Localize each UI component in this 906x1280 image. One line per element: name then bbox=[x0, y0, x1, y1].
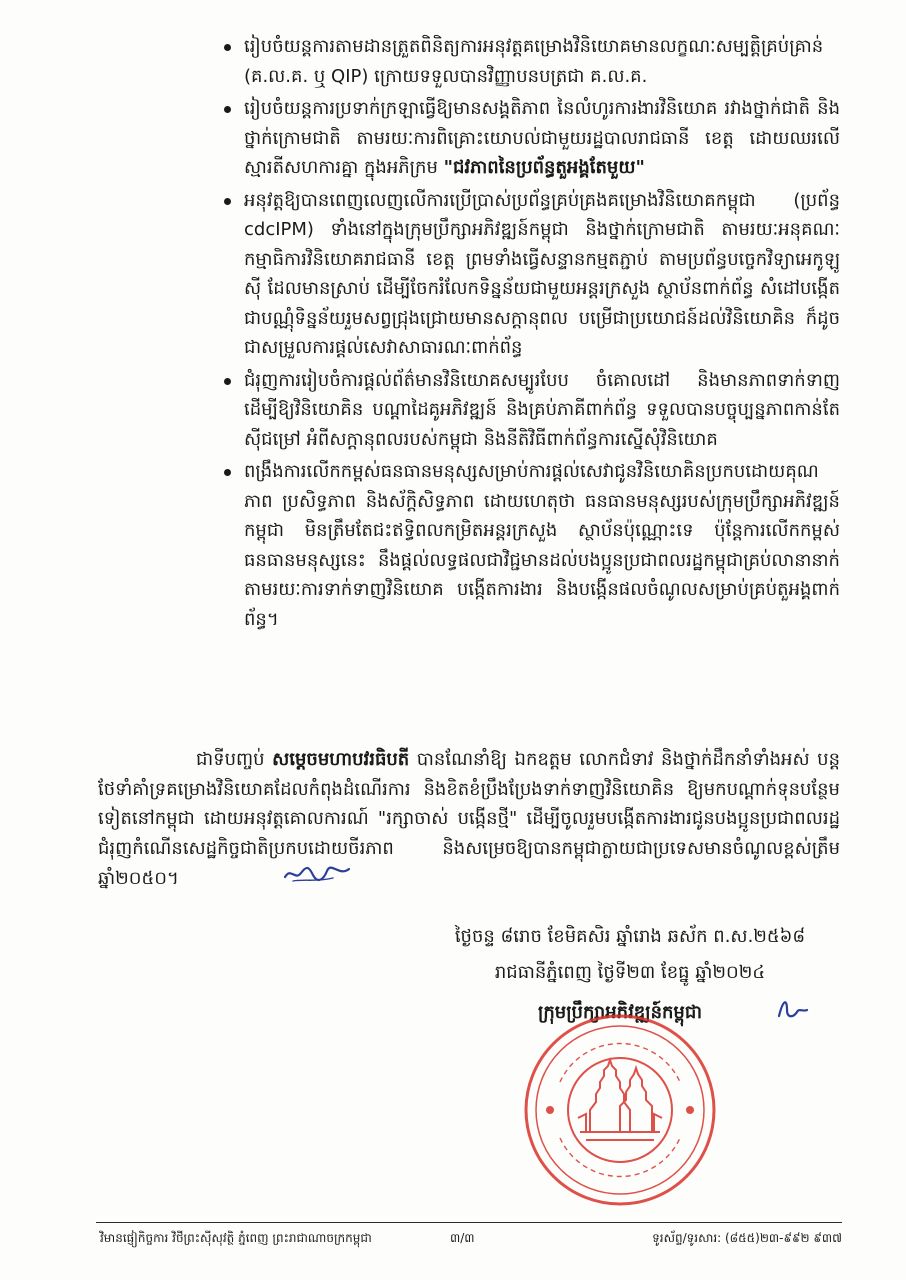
footer-divider bbox=[96, 1222, 842, 1223]
bullet-emphasis: "ជវភាពនៃប្រព័ន្ធតួអង្គតែមួយ" bbox=[443, 157, 645, 178]
footer-address: វិមានផ្ញៀកិច្ចការ វិថីព្រះស៊ីសុវត្ថិ ភ្នំពេញ ព្រះរាជាណាចក្រកម្ពុជា bbox=[100, 1231, 372, 1245]
bullet-icon bbox=[224, 378, 231, 385]
bullet-item bbox=[218, 366, 840, 455]
issuer-name: ក្រុមប្រឹក្សាអភិវឌ្ឍន៍កម្ពុជា bbox=[537, 1002, 702, 1023]
bullet-text: រៀបចំយន្តការតាមដានត្រួតពិនិត្យការអនុវត្តគម្រោងវិនិយោគមានលក្ខណៈសម្បត្តិគ្រប់គ្រាន់ (គ.ល.គ. ឬ QIP) ក្រោយទទួលបានវិញ្ញាបនបត្រជា គ.ល.គ. bbox=[244, 36, 824, 87]
official-seal-icon bbox=[520, 1010, 720, 1210]
footer-contact: ទូរស័ព្ទ/ទូរសារ: (៨៥៥)២៣-៩៩២ ៩៣៧ bbox=[652, 1231, 842, 1245]
bullet-text: ជំរុញការរៀបចំការផ្តល់ព័ត៌មានវិនិយោគសម្បូរបែប ចំគោលដៅ និងមានភាពទាក់ទាញ ដើម្បីឱ្យវិនិយោគិន បណ្តាដៃគូអភិវឌ្ឍន៍ និងគ្រប់ភាគីពាក់ព័ន្ធ ទទួលបានបច្ចុប្បន្នភាពកាន់តែស៊ីជម្រៅ អំពីសក្តានុពលរបស់កម្ពុជា និងនីតិវិធីពាក់ព័ន្ធការស្នើសុំវិនិយោគ bbox=[244, 369, 840, 450]
handwritten-initial-icon bbox=[185, 863, 353, 895]
closing-honorific: សម្តេចមហាបវរធិបតី bbox=[272, 749, 410, 770]
bullet-item bbox=[218, 32, 840, 91]
bullet-text: ពង្រឹងការលើកកម្ពស់ធនធានមនុស្សសម្រាប់ការផ្តល់សេវាជូនវិនិយោគិនប្រកបដោយគុណភាព ប្រសិទ្ធភាព និងស័ក្តិសិទ្ធភាព ដោយហេតុថា ធនធានមនុស្សរបស់ក្រុមប្រឹក្សាអភិវឌ្ឍន៍កម្ពុជា មិនត្រឹមតែជះឥទ្ធិពលកម្រិតអន្តរក្រសួង ស្ថាប័នប៉ុណ្ណោះទេ ប៉ុន្តែការលើកកម្ពស់ធនធានមនុស្សនេះ នឹងផ្តល់លទ្ធផលជាវិជ្ជមានដល់បងប្អូនប្រជាពលរដ្ឋកម្ពុជាគ្រប់លានានាក់ តាមរយៈការទាក់ទាញវិនិយោគ បង្កើតការងារ និងបង្កើនផលចំណូលសម្រាប់គ្រប់តួអង្គពាក់ព័ន្ធ។ bbox=[244, 461, 840, 630]
closing-text: បានណែនាំឱ្យ ឯកឧត្តម លោកជំទាវ និងថ្នាក់ដឹកនាំទាំងអស់ បន្តថែទាំគាំទ្រគម្រោងវិនិយោគដែលកំពុងដំណើរការ និងខិតខំប្រឹងប្រែងទាក់ទាញវិនិយោគិន ឱ្យមកបណ្តាក់ទុនបន្ថែមទៀតនៅកម្ពុជា ដោយអនុវត្តគោលការណ៍ "រក្សាចាស់ បង្កើនថ្មី" ដើម្បីចូលរួមបង្កើតការងារជូនបងប្អូនប្រជាពលរដ្ឋ ជំរុញកំណើនសេដ្ឋកិច្ចជាតិប្រកបដោយចីរភាព និងសម្រេចឱ្យបានកម្ពុជាក្លាយជាប្រទេសមានចំណូលខ្ពស់ត្រឹមឆ្នាំ២០៥០។ bbox=[98, 749, 840, 889]
closing-lead: ជាទីបញ្ចប់ bbox=[196, 749, 273, 770]
lunar-date: ថ្ងៃចន្ទ ៨រោច ខែមិគសិរ ឆ្នាំរោង ឆស័ក ព.ស.២៥៦៨ bbox=[454, 926, 806, 947]
bullet-icon bbox=[224, 44, 231, 51]
bullet-list bbox=[218, 32, 840, 637]
page-number: ៣/៣ bbox=[450, 1231, 475, 1245]
closing-paragraph bbox=[98, 745, 840, 895]
bullet-text: អនុវត្តឱ្យបានពេញលេញលើការប្រើប្រាស់ប្រព័ន្ធគ្រប់គ្រងគម្រោងវិនិយោគកម្ពុជា (ប្រព័ន្ធ cdcIPM) ទាំងនៅក្នុងក្រុមប្រឹក្សាអភិវឌ្ឍន៍កម្ពុជា និងថ្នាក់ក្រោមជាតិ តាមរយៈអនុគណៈកម្មាធិការវិនិយោគរាជធានី ខេត្ត ព្រមទាំងធ្វើសន្ទានកម្មតភ្ជាប់ តាមប្រព័ន្ធបច្ចេកវិទ្យាអេកូឡូស៊ី ដែលមានស្រាប់ ដើម្បីចែករំលែកទិន្នន័យជាមួយអន្តរក្រសួង ស្ថាប័នពាក់ព័ន្ធ សំដៅបង្កើតជាបណ្ណុំទិន្នន័យរួមសព្វជ្រុងជ្រោយមានសក្តានុពល បម្រើជាប្រយោជន៍ដល់វិនិយោគិន ក៏ដូចជាសម្រួលការផ្តល់សេវាសាធារណៈពាក់ព័ន្ធ bbox=[244, 189, 840, 358]
bullet-icon bbox=[224, 469, 231, 476]
signature-initial-icon bbox=[775, 996, 809, 1026]
bullet-icon bbox=[224, 198, 231, 205]
bullet-icon bbox=[224, 106, 231, 113]
bullet-item bbox=[218, 94, 840, 183]
bullet-item bbox=[218, 457, 840, 634]
bullet-text: រៀបចំយន្តការប្រទាក់ក្រឡាធ្វើឱ្យមានសង្គតិភាព នៃលំហូរការងារវិនិយោគ រវាងថ្នាក់ជាតិ និងថ្នាក់ក្រោមជាតិ តាមរយៈការពិគ្រោះយោបល់ជាមួយរដ្ឋបាលរាជធានី ខេត្ត ដោយឈរលើស្មារតីសហការគ្នា ក្នុងអភិក្រម bbox=[244, 98, 840, 178]
bullet-item bbox=[218, 186, 840, 363]
solar-date: រាជធានីភ្នំពេញ ថ្ងៃទី២៣ ខែធ្នូ ឆ្នាំ២០២៤ bbox=[494, 962, 766, 983]
